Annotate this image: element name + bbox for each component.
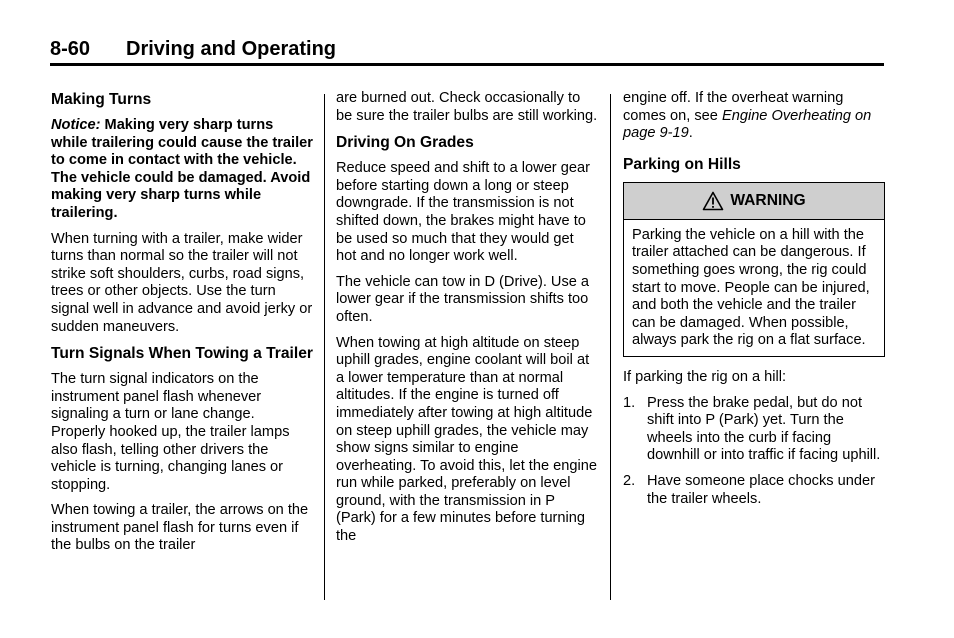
column-middle [336, 90, 598, 554]
list-item-number: 2. [623, 472, 636, 489]
column-right [623, 90, 885, 516]
if-parking-text: If parking the rig on a hill: [623, 368, 787, 385]
notice-text: Making very sharp turns while trailering could cause the trailer to come in contact with the vehicle. The vehicle could be damaged. Avoid making very sharp turns while trailering. [51, 117, 313, 221]
overheat-period: . [688, 125, 693, 142]
column-left [51, 90, 313, 563]
turn-signals-paragraph: The turn signal indicators on the instrument panel flash whenever signaling a turn or lane change. Properly hooked up, the trailer lamps also flash, telling other drivers the vehicle is turning, changing lanes or stopping. [51, 371, 290, 493]
list-item-text: Press the brake pedal, but do not shift into P (Park) yet. Turn the wheels into the curb if facing downhill or into traffic if facing uphill. [647, 394, 881, 464]
overheat-paragraph [623, 90, 885, 143]
parking-on-hills-heading: Parking on Hills [623, 155, 741, 173]
grades-paragraph-1: Reduce speed and shift to a lower gear before starting down a long or steep downgrade. If the transmission is not shifted down, the brakes might have to be used so much that they would get hot and no longer work well. [336, 160, 590, 265]
engine-overheating-reference[interactable]: Engine Overheating on page 9-19 [623, 107, 872, 142]
column-divider [324, 94, 325, 600]
making-turns-heading: Making Turns [51, 91, 152, 108]
warning-box [623, 182, 885, 357]
overheat-text: engine off. If the overheat warning comes on, see [623, 90, 844, 124]
list-item [623, 473, 885, 508]
turn-signals-heading: Turn Signals When Towing a Trailer [51, 345, 313, 363]
header-rule [50, 63, 884, 66]
page-number: 8-60 [50, 38, 91, 60]
driving-on-grades-heading: Driving On Grades [336, 134, 474, 152]
notice-block [51, 117, 313, 223]
grades-paragraph-3: When towing at high altitude on steep uphill grades, engine coolant will boil at a lower temperature than at normal altitudes. If the engine is turned off immediately after towing at high altitude on steep uphill grades, the vehicle may show signs similar to engine overheating. To avoid this, let the engine run while parked, preferably on level ground, with the transmission in P (Park) for a few minutes before turning the [336, 334, 597, 545]
chapter-title: Driving and Operating [126, 38, 337, 60]
arrows-paragraph: When towing a trailer, the arrows on the instrument panel flash for turns even if the bulbs on the trailer [51, 502, 309, 554]
notice-label: Notice: [51, 117, 101, 133]
list-item [623, 395, 885, 465]
warning-header [624, 183, 884, 220]
list-item-text: Have someone place chocks under the trailer wheels. [647, 472, 875, 507]
column-divider [610, 94, 611, 600]
turning-paragraph: When turning with a trailer, make wider turns than normal so the trailer will not strike soft shoulders, curbs, road signs, trees or other objects. Use the turn signal well in advance and avoid jerky or sudden maneuvers. [51, 230, 313, 335]
warning-text: Parking the vehicle on a hill with the trailer attached can be dangerous. If something goes wrong, the rig could start to move. People can be injured, and both the vehicle and the trailer can be damaged. When possible, always park the rig on a flat surface. [632, 226, 870, 349]
warning-triangle-icon [702, 191, 724, 211]
list-item-number: 1. [623, 394, 636, 411]
grades-paragraph-2: The vehicle can tow in D (Drive). Use a lower gear if the transmission shifts too often. [336, 273, 590, 325]
arrows-paragraph-continued: are burned out. Check occasionally to be sure the trailer bulbs are still working. [336, 90, 598, 124]
warning-title: WARNING [730, 191, 806, 209]
